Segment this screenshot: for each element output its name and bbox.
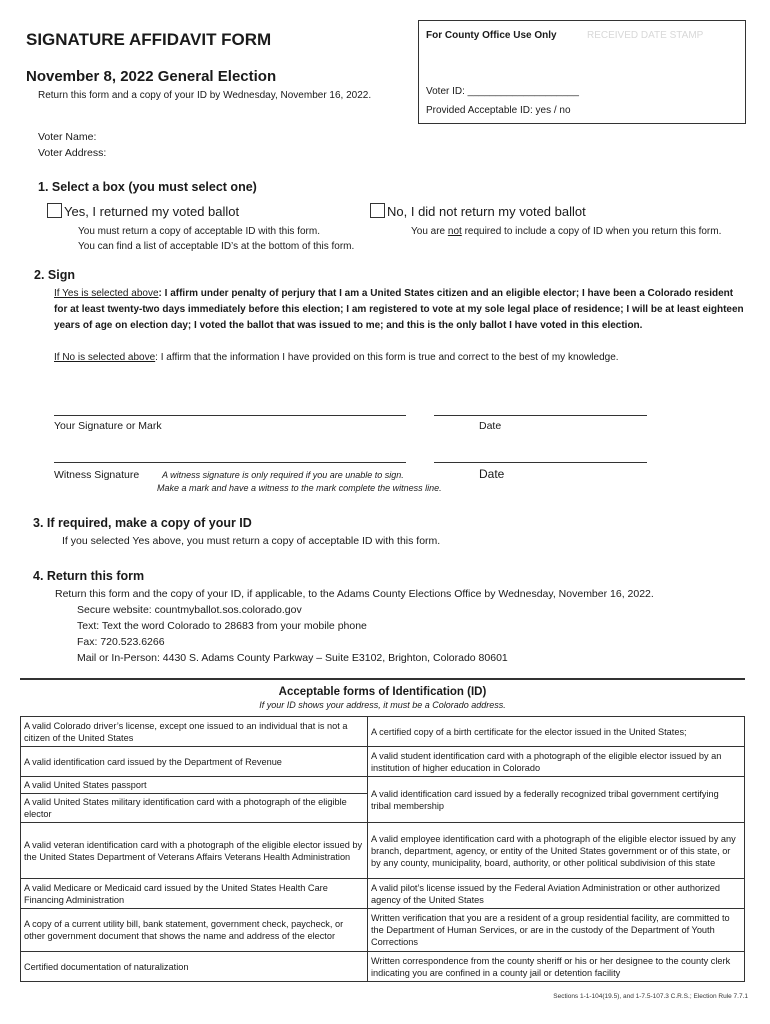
voter-address-label: Voter Address: [38, 147, 107, 159]
signature-label: Your Signature or Mark [54, 420, 162, 432]
election-title: November 8, 2022 General Election [26, 68, 277, 85]
section-3-text: If you selected Yes above, you must return a copy of acceptable ID with this form. [62, 535, 441, 547]
id-item: Certified documentation of naturalization [21, 952, 368, 982]
text-instructions: Text: Text the word Colorado to 28683 from your mobile phone [77, 620, 367, 632]
id-table-header [20, 678, 745, 716]
id-item: Written verification that you are a resident of a group residential facility, are committed to the Department of Human Services, or are in the custody of the Department of Youth Corrections [368, 909, 745, 952]
id-item: Written correspondence from the county sheriff or his or her designee to the county clerk indicating you are confined in a county jail or detention facility [368, 952, 745, 982]
if-no-label: If No is selected above [54, 352, 156, 363]
id-item: A valid Colorado driver’s license, except one issued to an individual that is not a citizen of the United States [21, 717, 368, 747]
yes-option[interactable] [47, 203, 239, 219]
id-table [20, 716, 745, 982]
id-item: A copy of a current utility bill, bank statement, government check, paycheck, or other government document that shows the name and address of the elector [21, 909, 368, 952]
id-item: A valid identification card issued by the Department of Revenue [21, 747, 368, 777]
section-3-heading: 3. If required, make a copy of your ID [33, 516, 252, 530]
section-1-heading: 1. Select a box (you must select one) [38, 180, 257, 194]
id-item: A valid pilot’s license issued by the Federal Aviation Administration or other authorized agency of the United States [368, 879, 745, 909]
mail-address: Mail or In-Person: 4430 S. Adams County Parkway – Suite E3102, Brighton, Colorado 80601 [77, 652, 508, 664]
statute-footer: Sections 1-1-104(19.5), and 1-7.5-107.3 C.R.S.; Election Rule 7.7.1 [553, 993, 748, 1000]
id-table-subheading: If your ID shows your address, it must be a Colorado address. [259, 700, 506, 710]
witness-date-line[interactable] [434, 462, 647, 463]
no-affirmation [54, 350, 746, 366]
yes-note-2: You can find a list of acceptable ID’s at the bottom of this form. [78, 241, 355, 252]
voter-name-label: Voter Name: [38, 131, 97, 143]
voter-id-field: Voter ID: ____________________ [426, 86, 579, 97]
received-date-stamp: RECEIVED DATE STAMP [587, 30, 704, 41]
yes-affirmation-text: : I affirm under penalty of perjury that I am a United States citizen and an eligible elector; I have been a Colorado resident for at least twenty-two days immediately before this election; I am registered to vote at my sole legal place of residence; I will be at least eighteen years of age on election day; I voted the ballot that was issued to me; and this is the only ballot I have voted in this election. [54, 288, 744, 331]
id-item: A valid veteran identification card with a photograph of the eligible elector issued by the United States Department of Veterans Affairs Veterans Health Administration [21, 823, 368, 879]
witness-note-1: A witness signature is only required if you are unable to sign. [162, 470, 404, 480]
section-4-text: Return this form and the copy of your ID, if applicable, to the Adams County Elections Office by Wednesday, November 16, 2022. [55, 588, 654, 600]
date-line[interactable] [434, 415, 647, 416]
witness-date-label: Date [479, 467, 505, 481]
fax-number: Fax: 720.523.6266 [77, 636, 165, 648]
no-affirmation-text: : I affirm that the information I have provided on this form is true and correct to the best of my knowledge. [155, 352, 619, 363]
form-title: SIGNATURE AFFIDAVIT FORM [26, 30, 272, 49]
no-checkbox[interactable] [370, 203, 385, 218]
provided-id-field: Provided Acceptable ID: yes / no [426, 105, 571, 116]
no-note: You are not required to include a copy of ID when you return this form. [411, 226, 722, 237]
id-item: A valid Medicare or Medicaid card issued by the United States Health Care Financing Administration [21, 879, 368, 909]
yes-option-label: Yes, I returned my voted ballot [64, 204, 240, 219]
section-4-heading: 4. Return this form [33, 569, 145, 583]
witness-signature-line[interactable] [54, 462, 406, 463]
id-item: A valid student identification card with a photograph of the eligible elector issued by an institution of higher education in Colorado [368, 747, 745, 777]
yes-checkbox[interactable] [47, 203, 62, 218]
id-item: A certified copy of a birth certificate for the elector issued in the United States; [368, 717, 745, 747]
section-2-heading: 2. Sign [34, 268, 75, 282]
date-label: Date [479, 420, 502, 432]
secure-website: Secure website: countmyballot.sos.colorado.gov [77, 604, 302, 616]
county-office-box [418, 20, 746, 124]
return-note: Return this form and a copy of your ID by Wednesday, November 16, 2022. [38, 90, 372, 101]
if-yes-label: If Yes is selected above [54, 288, 159, 299]
yes-affirmation [54, 286, 746, 334]
no-option[interactable] [370, 203, 586, 219]
id-item: A valid United States military identification card with a photograph of the eligible elector [21, 794, 368, 823]
id-item: A valid employee identification card with a photograph of the eligible elector issued by any branch, department, agency, or entity of the United States government or of this state, or by any county, municipality, board, authority, or other political subdivision of this state [368, 823, 745, 879]
id-item: A valid identification card issued by a federally recognized tribal government certifying tribal membership [368, 777, 745, 823]
witness-note-2: Make a mark and have a witness to the mark complete the witness line. [157, 483, 442, 493]
county-office-label: For County Office Use Only [426, 30, 557, 41]
id-table-heading: Acceptable forms of Identification (ID) [278, 686, 487, 698]
witness-label: Witness Signature [54, 469, 140, 481]
signature-line[interactable] [54, 415, 406, 416]
not-emphasis: not [447, 226, 462, 237]
yes-note-1: You must return a copy of acceptable ID with this form. [78, 226, 320, 237]
id-item: A valid United States passport [21, 777, 368, 794]
no-option-label: No, I did not return my voted ballot [387, 204, 586, 219]
